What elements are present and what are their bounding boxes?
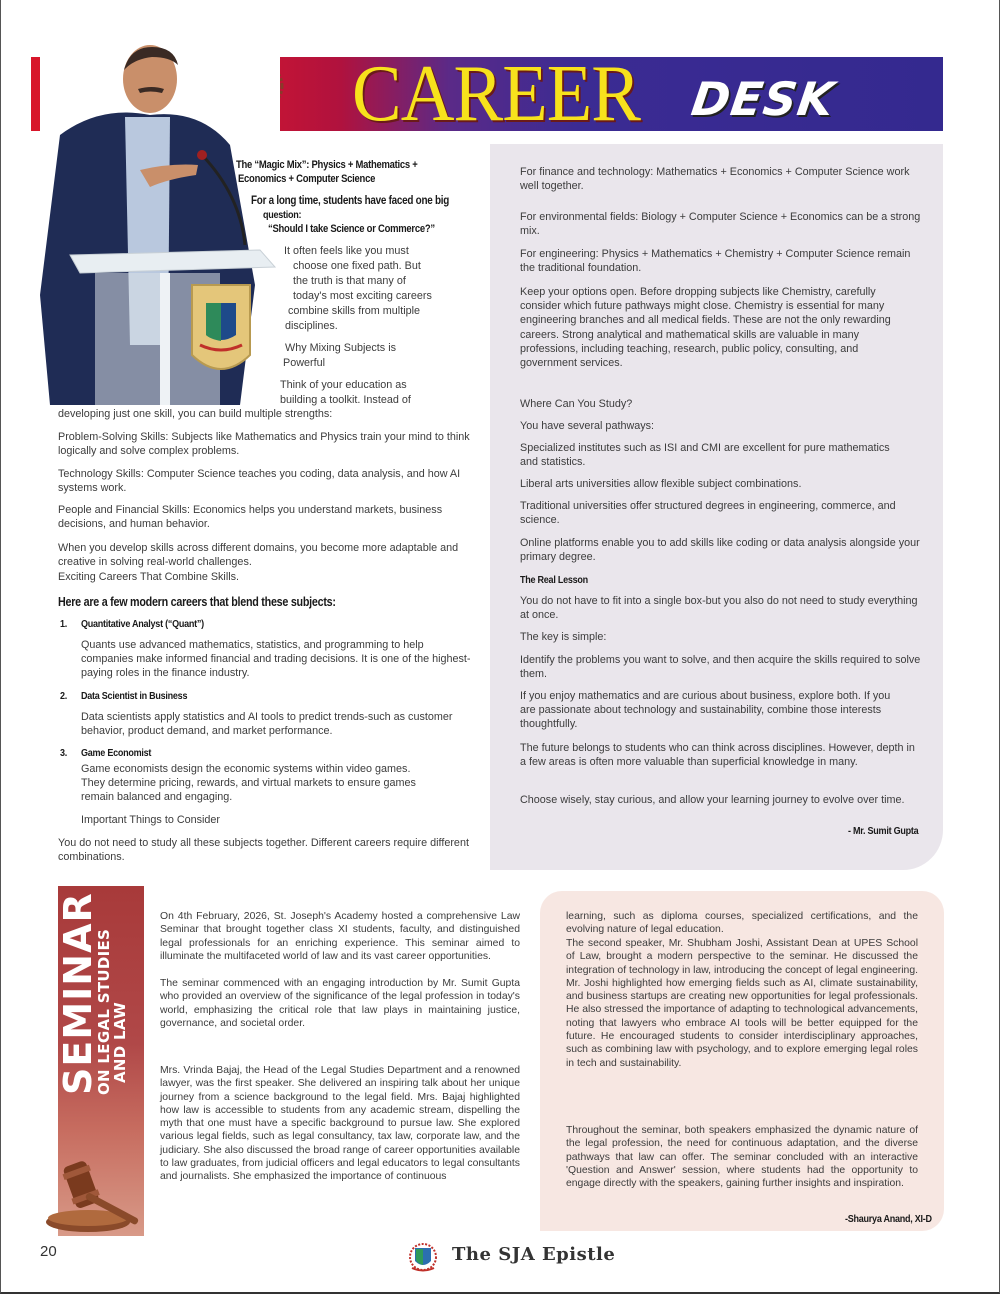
pathway-item: Specialized institutes such as ISI and CMI are excellent for pure mathematics and statistics. <box>520 442 890 469</box>
exciting-careers-heading: Exciting Careers That Combine Skills. <box>58 571 240 583</box>
seminar-paragraph: Mrs. Vrinda Bajaj, the Head of the Legal Studies Department and a renowned lawyer, was the first speaker. She delivered an inspiring talk about her unique journey from a science background to the legal field. Mrs. Bajaj highlighted how law is accessible to students from any academic stream, dispelling the myth that one must have a specific background to pursue law. She explored various legal fields, such as legal consultancy, tax law, corporate law, and the judiciary. She also discussed the broad range of career opportunities available to law graduates, from judicial officers and legal educators to legal consultants and journalists. She emphasized the importance of continuous <box>160 1065 520 1183</box>
box-paragraph: For environmental fields: Biology + Computer Science + Economics can be a strong mix. <box>520 211 921 238</box>
intro-line: the truth is that many of <box>293 275 406 287</box>
why-heading-line2: Powerful <box>283 357 326 369</box>
intro-line: combine skills from multiple <box>288 305 420 317</box>
lesson-paragraph: The future belongs to students who can think across disciplines. However, depth in a few areas is often more valuable than superficial knowledge in many. <box>520 742 915 769</box>
skill-paragraph: Problem-Solving Skills: Subjects like Mathematics and Physics train your mind to think logically and solve complex problems. <box>58 431 470 458</box>
career-title: Quantitative Analyst (“Quant”) <box>81 618 204 630</box>
skill-paragraph: People and Financial Skills: Economics helps you understand markets, business decisions, and human behavior. <box>58 504 443 531</box>
box-paragraph: For engineering: Physics + Mathematics + Chemistry + Computer Science remain the traditional foundation. <box>520 248 911 275</box>
career-number: 2. <box>60 690 68 702</box>
banner-title: CAREER <box>352 50 640 138</box>
lesson-paragraph: If you enjoy mathematics and are curious about business, explore both. If you are passionate about technology and sustainability, combine those interests thoughtfully. <box>520 690 891 731</box>
pathway-item: Liberal arts universities allow flexible subject combinations. <box>520 478 802 490</box>
career-number: 3. <box>60 747 68 759</box>
career-title: Data Scientist in Business <box>81 690 188 702</box>
consider-paragraph: You do not need to study all these subjects together. Different careers require different combinations. <box>58 837 469 864</box>
lead-line2: question: <box>263 209 302 221</box>
speaker-photo <box>40 45 280 405</box>
seminar-paragraph: The second speaker, Mr. Shubham Joshi, Assistant Dean at UPES School of Law, brought a modern perspective to the seminar. He discussed the integration of technology in law, introducing the concept of legal engineering. Mr. Joshi highlighted how emerging fields such as AI, climate sustainability, and business startups are creating new opportunities for legal professionals. He also stressed the importance of adapting to technological advancements, noting that lawyers who embrace AI tools will be better equipped for the future. He encouraged students to consider interdisciplinary approaches, such as combining law with psychology, and to explore emerging legal roles in tech and sustainability. <box>566 938 918 1069</box>
lead-question: “Should I take Science or Commerce?” <box>268 223 435 235</box>
real-lesson-heading: The Real Lesson <box>520 574 588 586</box>
seminar-author: -Shaurya Anand, XI-D <box>845 1213 932 1225</box>
box-paragraph: You have several pathways: <box>520 420 655 432</box>
seminar-subtitle-line1: ON LEGAL STUDIES <box>95 928 113 1095</box>
consider-heading: Important Things to Consider <box>81 814 221 826</box>
article-headline-line1: The “Magic Mix”: Physics + Mathematics + <box>236 159 418 171</box>
intro-line: It often feels like you must <box>284 245 409 257</box>
toolkit-line1: Think of your education as <box>280 379 407 391</box>
lesson-paragraph: Choose wisely, stay curious, and allow your learning journey to evolve over time. <box>520 794 905 806</box>
lesson-paragraph: The key is simple: <box>520 631 607 643</box>
career-number: 1. <box>60 618 68 630</box>
seminar-paragraph: learning, such as diploma courses, specialized certifications, and the evolving nature of legal education. <box>566 911 918 936</box>
career-description: Quants use advanced mathematics, statistics, and programming to help companies make informed financial and trading decisions. It is one of the highest-paying roles in the finance industry. <box>81 639 471 680</box>
lesson-paragraph: Identify the problems you want to solve, and then acquire the skills required to solve them. <box>520 654 921 681</box>
domains-paragraph: When you develop skills across different domains, you become more adaptable and creative in solving real-world challenges. <box>58 542 459 569</box>
pathway-item: Online platforms enable you to add skills like coding or data analysis alongside your primary degree. <box>520 537 920 564</box>
article-author: - Mr. Sumit Gupta <box>848 825 919 837</box>
seminar-banner-text <box>56 892 129 1095</box>
intro-line: choose one fixed path. But <box>293 260 421 272</box>
where-study-heading: Where Can You Study? <box>520 398 633 410</box>
seminar-subtitle-line2: AND LAW <box>111 1002 129 1083</box>
lesson-paragraph: You do not have to fit into a single box-but you also do not need to study everything at once. <box>520 595 918 622</box>
careers-heading: Here are a few modern careers that blend these subjects: <box>58 595 336 609</box>
toolkit-continuation: developing just one skill, you can build multiple strengths: <box>58 408 333 420</box>
lead-line1: For a long time, students have faced one big <box>251 195 450 207</box>
box-paragraph: For finance and technology: Mathematics + Economics + Computer Science work well together. <box>520 166 910 193</box>
skill-paragraph: Technology Skills: Computer Science teaches you coding, data analysis, and how AI systems work. <box>58 468 461 495</box>
school-crest-icon <box>404 1242 442 1274</box>
gavel-icon <box>38 1140 148 1240</box>
career-description: Data scientists apply statistics and AI tools to predict trends-such as customer behavior, product demand, and market performance. <box>81 711 453 738</box>
toolkit-line2: building a toolkit. Instead of <box>280 394 411 406</box>
pathway-item: Traditional universities offer structured degrees in engineering, commerce, and science. <box>520 500 896 527</box>
career-title: Game Economist <box>81 747 152 759</box>
box-paragraph: Keep your options open. Before dropping subjects like Chemistry, carefully consider which future pathways might close. Chemistry is essential for many engineering branches and all medical fields. These are not the only rewarding careers. Strong analytical and mathematical skills are valuable in many professions, including teaching, research, public policy, consulting, and government services. <box>520 286 891 370</box>
career-description: Game economists design the economic systems within video games. They determine pricing, rewards, and virtual markets to ensure games remain balanced and engaging. <box>81 763 416 804</box>
seminar-paragraph: Throughout the seminar, both speakers emphasized the dynamic nature of the legal profession, the need for continuous adaptation, and the diverse pathways that law can offer. The seminar concluded with an interactive 'Question and Answer' session, where students had the opportunity to engage directly with the speakers, gaining further insights and inspiration. <box>566 1125 918 1190</box>
banner-subtitle: DESK <box>688 72 839 126</box>
seminar-title: SEMINAR <box>56 892 100 1095</box>
publication-title: The SJA Epistle <box>452 1244 616 1265</box>
intro-line: disciplines. <box>285 320 338 332</box>
article-headline-line2: Economics + Computer Science <box>238 173 376 185</box>
why-heading-line1: Why Mixing Subjects is <box>285 342 397 354</box>
seminar-paragraph: The seminar commenced with an engaging introduction by Mr. Sumit Gupta who provided an overview of the significance of the legal profession in today's world, emphasizing the critical role that law plays in maintaining justice, governance, and societal order. <box>160 978 520 1029</box>
seminar-paragraph: On 4th February, 2026, St. Joseph's Academy hosted a comprehensive Law Seminar that brought together class XI students, faculty, and distinguished legal professionals for an enriching experience. This seminar aimed to illuminate the multifaceted world of law and its vast career opportunities. <box>160 911 520 962</box>
intro-line: today's most exciting careers <box>293 290 432 302</box>
page-number: 20 <box>40 1243 57 1260</box>
